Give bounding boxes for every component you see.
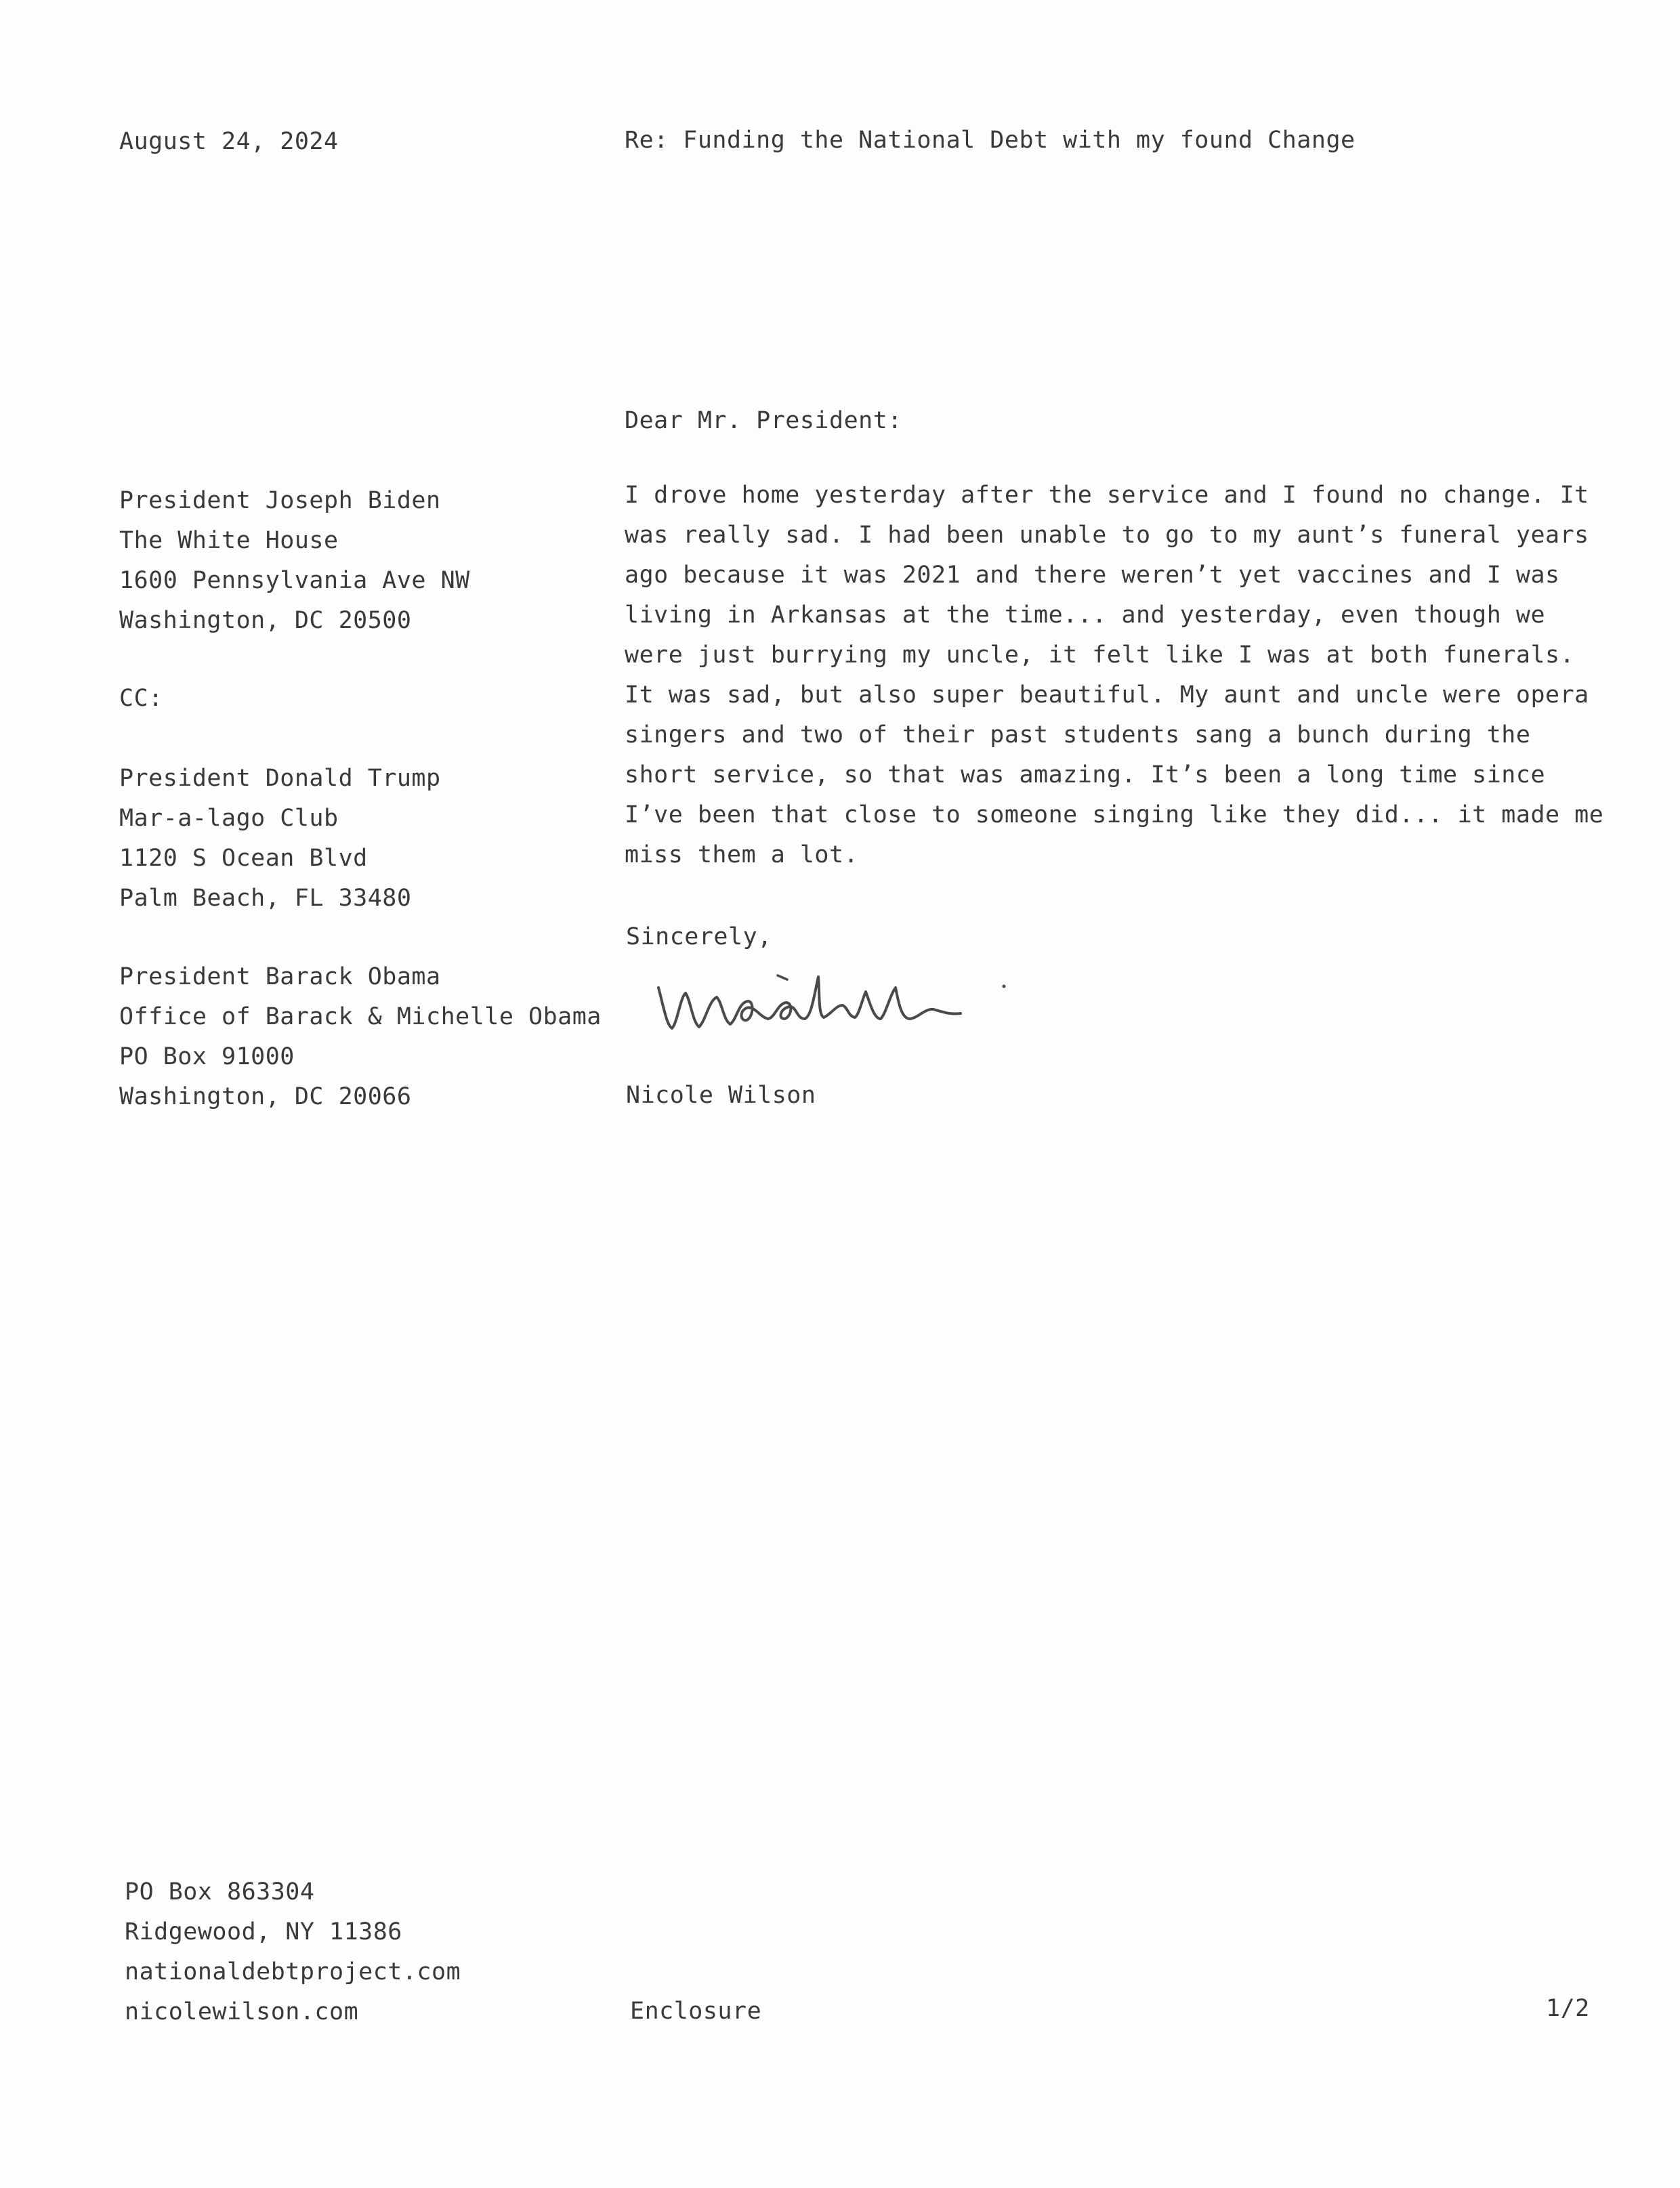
contact-line: nationaldebtproject.com bbox=[125, 1958, 461, 1985]
body-line: I drove home yesterday after the service and I found no change. It bbox=[625, 482, 1589, 509]
address-line: 1600 Pennsylvania Ave NW bbox=[119, 567, 470, 594]
body-line: I’ve been that close to someone singing like they did... it made me bbox=[625, 801, 1604, 828]
letter-date: August 24, 2024 bbox=[119, 128, 339, 155]
address-line: PO Box 91000 bbox=[119, 1043, 295, 1070]
address-line: 1120 S Ocean Blvd bbox=[119, 845, 368, 872]
body-line: ago because it was 2021 and there weren’t yet vaccines and I was bbox=[625, 562, 1560, 589]
body-line: miss them a lot. bbox=[625, 841, 859, 868]
handwritten-signature bbox=[652, 961, 1031, 1049]
letter-body bbox=[625, 476, 1603, 875]
cc-address bbox=[119, 759, 441, 919]
page-number: 1/2 bbox=[1546, 1995, 1590, 2022]
salutation: Dear Mr. President: bbox=[625, 407, 902, 434]
address-line: Mar-a-lago Club bbox=[119, 805, 339, 832]
contact-line: nicolewilson.com bbox=[125, 1998, 359, 2025]
body-line: was really sad. I had been unable to go to my aunt’s funeral years bbox=[625, 522, 1589, 549]
address-line: Palm Beach, FL 33480 bbox=[119, 885, 412, 912]
subject-line: Re: Funding the National Debt with my found Change bbox=[625, 127, 1356, 154]
contact-line: Ridgewood, NY 11386 bbox=[125, 1918, 402, 1945]
address-line: President Joseph Biden bbox=[119, 487, 441, 514]
address-line: The White House bbox=[119, 527, 339, 554]
address-line: President Donald Trump bbox=[119, 765, 441, 792]
address-line: Office of Barack & Michelle Obama bbox=[119, 1003, 602, 1030]
body-line: It was sad, but also super beautiful. My aunt and uncle were opera bbox=[625, 681, 1589, 709]
body-line: short service, so that was amazing. It’s been a long time since bbox=[625, 761, 1546, 788]
cc-label: CC: bbox=[119, 685, 163, 712]
contact-line: PO Box 863304 bbox=[125, 1878, 315, 1906]
cc-address bbox=[119, 957, 602, 1117]
signer-name: Nicole Wilson bbox=[626, 1082, 816, 1109]
sender-contact bbox=[125, 1872, 461, 2032]
closing: Sincerely, bbox=[626, 923, 772, 950]
body-line: singers and two of their past students sang a bunch during the bbox=[625, 721, 1531, 749]
address-line: Washington, DC 20066 bbox=[119, 1083, 412, 1110]
enclosure-note: Enclosure bbox=[630, 1998, 762, 2025]
address-line: Washington, DC 20500 bbox=[119, 607, 412, 634]
recipient-address bbox=[119, 481, 470, 641]
body-line: living in Arkansas at the time... and yesterday, even though we bbox=[625, 602, 1546, 629]
address-line: President Barack Obama bbox=[119, 963, 441, 990]
body-line: were just burrying my uncle, it felt like I was at both funerals. bbox=[625, 641, 1575, 669]
